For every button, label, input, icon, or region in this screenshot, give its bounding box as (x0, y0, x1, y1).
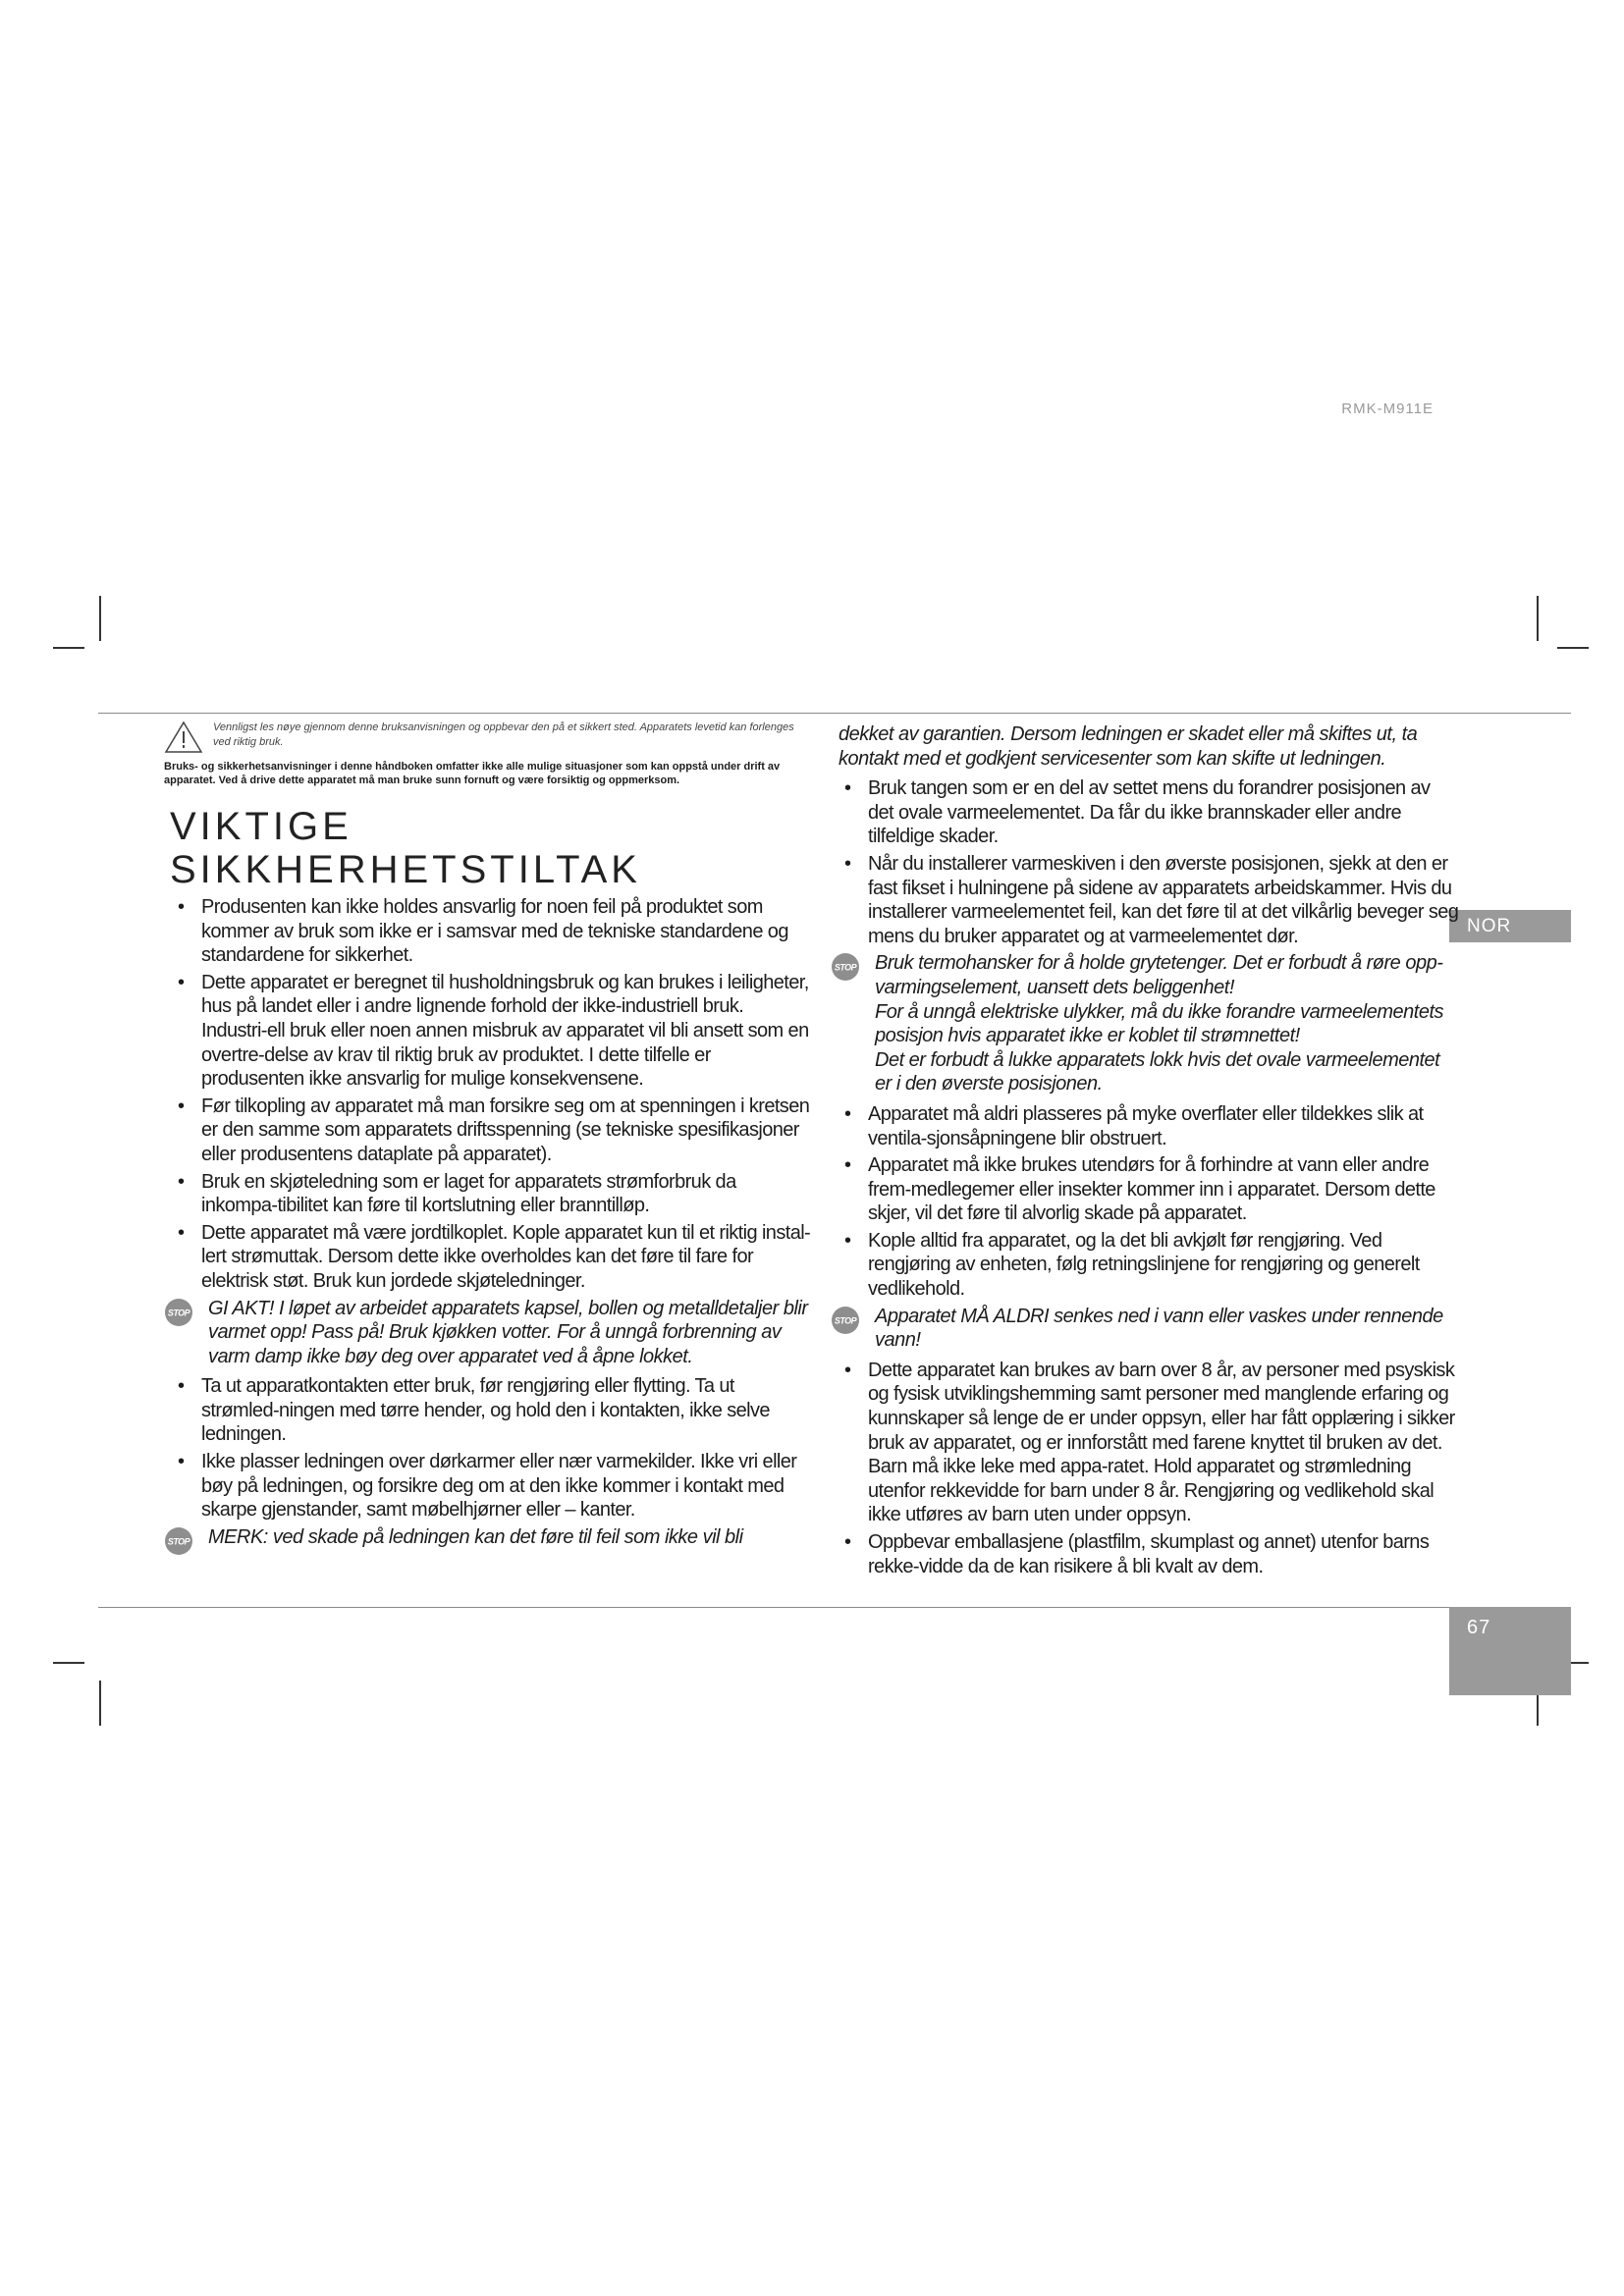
crop-mark (99, 1681, 101, 1726)
warning-bold-text: Bruks- og sikkerhetsanvisninger i denne håndboken omfatter ikke alle mulige situasjoner som kan oppstå under drift av apparatet. Ved å drive dette apparatet må man bruke sunn fornuft og være forsiktig og oppmerksom. (164, 761, 781, 786)
stop-text: For å unngå elektriske ulykker, må du ikke forandre varmeelementets posisjon hvis apparatet ikke er koblet til strømnettet! (875, 1000, 1444, 1047)
warning-triangle-icon (164, 721, 203, 754)
right-column (831, 722, 1459, 1581)
stop-text: Det er forbudt å lukke apparatets lokk hvis det ovale varmeelementet er i den øverste posisjonen. (875, 1048, 1440, 1095)
stop-sign-icon (164, 1298, 193, 1327)
header-rule (98, 713, 1571, 714)
list-item: • Dette apparatet er beregnet til husholdningsbruk og kan brukes i leiligheter, hus på landet eller i andre lignende forhold der ikke-industriell bruk. Industri-ell bruk eller noen annen misbruk av apparatet vil bli ansett som en overtre-delse av krav til riktig bruk av produktet. I dette tilfelle er produsenten ikke ansvarlig for mulige konsekvensene. (164, 971, 813, 1092)
bullet-list (831, 1359, 1459, 1578)
stop-label: STOP (167, 1308, 190, 1317)
list-item: • Ta ut apparatkontakten etter bruk, før rengjøring eller flytting. Ta ut strømled-ningen med tørre hender, og hold den i kontakten, ikke selve ledningen. (164, 1374, 813, 1447)
warning-text: Vennligst les nøye gjennom denne bruksanvisningen og oppbevar den på et sikkert sted. Apparatets levetid kan forlenges ved riktig bruk. (213, 721, 794, 748)
list-item: • Kople alltid fra apparatet, og la det bli avkjølt før rengjøring. Ved rengjøring av enheten, følg retningslinjene for rengjøring og generelt vedlikehold. (831, 1229, 1459, 1302)
list-item: • Bruk tangen som er en del av settet mens du forandrer posisjonen av det ovale varmeelementet. Da får du ikke brannskader eller andre tilfeldige skader. (831, 776, 1459, 849)
model-number: RMK-M911E (1341, 400, 1434, 417)
crop-mark (99, 596, 101, 641)
stop-label: STOP (167, 1536, 190, 1547)
bullet-list (831, 1102, 1459, 1302)
crop-mark (1537, 596, 1539, 641)
crop-mark (53, 1662, 84, 1664)
footer-rule (98, 1607, 1571, 1608)
stop-label: STOP (834, 1315, 857, 1326)
list-item: • Dette apparatet kan brukes av barn over 8 år, av personer med psyskisk og fysisk utviklingshemming samt personer med manglende erfaring og kunnskaper så lenge de er under oppsyn, eller har fått opplæring i sikker bruk av apparatet, og er innforstått med farene knyttet til bruken av det. Barn må ikke leke med appa-ratet. Hold apparatet og strømledning utenfor rekkevidde for barn under 8 år. Rengjøring og vedlikehold skal ikke utføres av barn uten under oppsyn. (831, 1359, 1459, 1527)
bullet-list (164, 1374, 813, 1522)
section-title: VIKTIGE SIKKHERHETSTILTAK (170, 805, 641, 891)
stop-note (164, 1297, 813, 1369)
stop-text: MERK: ved skade på ledningen kan det føre til feil som ikke vil bli (208, 1525, 743, 1548)
stop-sign-icon (831, 952, 860, 982)
stop-text: GI AKT! I løpet av arbeidet apparatets kapsel, bollen og metalldetaljer blir varmet opp! Pass på! Bruk kjøkken votter. For å unngå forbrenning av varm damp ikke bøy deg over apparatet ved å åpne lokket. (208, 1297, 808, 1367)
list-item: • Ikke plasser ledningen over dørkarmer eller nær varmekilder. Ikke vri eller bøy på ledningen, og forsikre deg om at den ikke kommer i kontakt med skarpe gjenstander, samt møbelhjørner eller – kanter. (164, 1450, 813, 1522)
list-item: • Dette apparatet må være jordtilkoplet. Kople apparatet kun til et riktig instal-lert strømuttak. Dersom dette ikke overholdes kan det føre til fare for elektrisk støt. Bruk kun jordede skjøteledninger. (164, 1221, 813, 1294)
stop-note (831, 951, 1459, 1096)
warning-note (164, 721, 813, 787)
page-number: 67 (1449, 1607, 1571, 1695)
left-column (164, 721, 813, 1555)
list-item: • Når du installerer varmeskiven i den øverste posisjonen, sjekk at den er fast fikset i hulningene på sidene av apparatets arbeidskammer. Hvis du installerer varmeelementet feil, kan det føre til at det vilkårlig beveger seg mens du bruker apparatet og at varmeelementet dør. (831, 852, 1459, 948)
continued-text: dekket av garantien. Dersom ledningen er skadet eller må skiftes ut, ta kontakt med et godkjent servicesenter som kan skifte ut ledningen. (839, 723, 1418, 770)
bullet-list (164, 895, 813, 1294)
list-item: • Apparatet må ikke brukes utendørs for å forhindre at vann eller andre frem-medlegemer eller insekter kommer inn i apparatet. Dersom dette skjer, vil det føre til alvorlig skade på apparatet. (831, 1153, 1459, 1226)
list-item: • Produsenten kan ikke holdes ansvarlig for noen feil på produktet som kommer av bruk som ikke er i samsvar med de tekniske standardene og standardene for sikkerhet. (164, 895, 813, 968)
language-tab: NOR (1449, 910, 1571, 942)
bullet-list (831, 776, 1459, 948)
stop-note (831, 1305, 1459, 1353)
list-item: • Bruk en skjøteledning som er laget for apparatets strømforbruk da inkompa-tibilitet kan føre til kortslutning eller branntilløp. (164, 1170, 813, 1218)
stop-text: Apparatet MÅ ALDRI senkes ned i vann eller vaskes under rennende vann! (875, 1305, 1443, 1352)
stop-text: Bruk termohansker for å holde grytetenger. Det er forbudt å røre opp-varmingselement, uansett dets beliggenhet! (875, 952, 1443, 998)
list-item: • Oppbevar emballasjene (plastfilm, skumplast og annet) utenfor barns rekke-vidde da de kan risikere å bli kvalt av dem. (831, 1530, 1459, 1578)
stop-sign-icon (164, 1526, 193, 1556)
list-item: • Før tilkopling av apparatet må man forsikre seg om at spenningen i kretsen er den samme som apparatets driftsspenning (se tekniske spesifikasjoner eller produsentens dataplate på apparatet). (164, 1095, 813, 1167)
crop-mark (53, 647, 84, 649)
crop-mark (1557, 647, 1589, 649)
list-item: • Apparatet må aldri plasseres på myke overflater eller tildekkes slik at ventila-sjonsåpningene blir obstruert. (831, 1102, 1459, 1150)
stop-note (164, 1525, 813, 1550)
stop-sign-icon (831, 1306, 860, 1335)
stop-label: STOP (834, 962, 857, 973)
